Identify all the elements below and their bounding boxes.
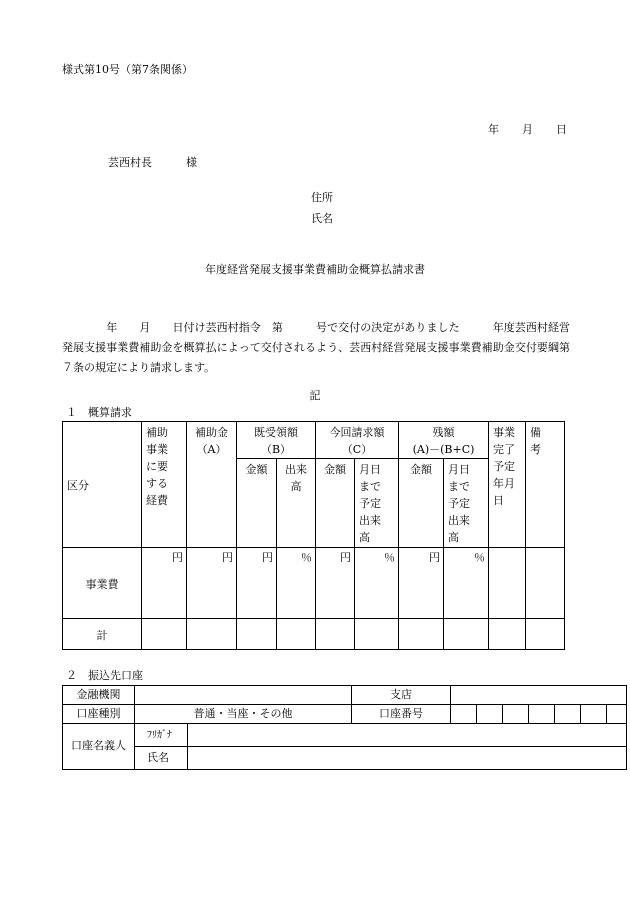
furigana-label: ﾌﾘｶﾞﾅ (135, 724, 188, 747)
current-planned-progress-header: 月日 まで 予定 出来 高 (355, 459, 399, 548)
table-row (63, 548, 565, 619)
furigana-input[interactable] (188, 724, 627, 747)
total-subsidy-cell[interactable] (187, 619, 237, 650)
date-year: 年 (488, 123, 499, 136)
bank-account-table (62, 685, 627, 770)
current-percent-unit[interactable]: ％ (355, 548, 399, 619)
ki-marker: 記 (309, 389, 321, 402)
header-cost: 補助 事業 に要 する 経費 (142, 422, 187, 548)
current-amount-header: 金額 (316, 459, 355, 548)
body-text: 年 月 日付け芸西村指令 第 号で交付の決定がありました 年度芸西村経営発展支援事業費補助金を概算払によって交付されるよう、芸西村経営発展支援事業費補助金交付要綱第７条の規定により請求します。 (62, 321, 571, 374)
header-remarks: 備 考 (526, 422, 565, 548)
applicant-name-label: 氏名 (311, 212, 333, 225)
total-received-amount-cell[interactable] (237, 619, 277, 650)
estimate-request-table (62, 421, 565, 650)
remarks-cell[interactable] (526, 548, 565, 619)
holder-name-input[interactable] (188, 747, 627, 770)
remaining-yen-unit[interactable]: 円 (399, 548, 444, 619)
row-label-total: 計 (63, 619, 142, 650)
addressee-honorific: 様 (186, 156, 197, 169)
total-cost-cell[interactable] (142, 619, 187, 650)
document-title: 年度経営発展支援事業費補助金概算払請求書 (205, 263, 425, 276)
total-received-progress-cell[interactable] (277, 619, 316, 650)
received-progress-header: 出来 高 (277, 459, 316, 548)
total-completion-cell[interactable] (489, 619, 526, 650)
header-current: 今回請求額 （C） (316, 422, 399, 459)
date-day: 日 (556, 123, 567, 136)
bank-input[interactable] (135, 686, 352, 705)
body-indent (62, 321, 106, 334)
account-digit-box[interactable] (503, 705, 529, 724)
received-amount-header: 金額 (237, 459, 277, 548)
branch-label: 支店 (352, 686, 451, 705)
remaining-amount-header: 金額 (399, 459, 444, 548)
account-digit-box[interactable] (451, 705, 477, 724)
total-remaining-amount-cell[interactable] (399, 619, 444, 650)
total-remaining-progress-cell[interactable] (444, 619, 489, 650)
row-label-project-cost: 事業費 (63, 548, 142, 619)
body-paragraph (62, 318, 570, 378)
received-percent-unit[interactable]: ％ (277, 548, 316, 619)
account-digit-box[interactable] (529, 705, 555, 724)
holder-label: 口座名義人 (63, 724, 135, 770)
account-digit-box[interactable] (607, 705, 627, 724)
applicant-address-label: 住所 (311, 191, 333, 204)
account-number-label: 口座番号 (352, 705, 451, 724)
table-row (63, 619, 565, 650)
account-type-options[interactable]: 普通・当座・その他 (135, 705, 352, 724)
bank-label: 金融機関 (63, 686, 135, 705)
remaining-planned-progress-header: 月日 まで 予定 出来 高 (444, 459, 489, 548)
completion-date-cell[interactable] (489, 548, 526, 619)
section2-heading: ２ 振込先口座 (66, 669, 143, 682)
header-remaining: 残額 (A)－(B+C) (399, 422, 489, 459)
account-digit-box[interactable] (555, 705, 581, 724)
account-digit-box[interactable] (581, 705, 607, 724)
form-number: 様式第10号（第7条関係） (62, 63, 193, 76)
header-received: 既受領額 （B） (237, 422, 316, 459)
section1-heading: １ 概算請求 (66, 406, 132, 419)
addressee-name: 芸西村長 (108, 156, 152, 169)
total-current-progress-cell[interactable] (355, 619, 399, 650)
subsidy-yen-unit[interactable]: 円 (187, 548, 237, 619)
current-yen-unit[interactable]: 円 (316, 548, 355, 619)
header-kubun: 区分 (63, 422, 142, 548)
cost-yen-unit[interactable]: 円 (142, 548, 187, 619)
holder-name-label: 氏名 (135, 747, 188, 770)
header-subsidy: 補助金 （A） (187, 422, 237, 548)
received-yen-unit[interactable]: 円 (237, 548, 277, 619)
branch-input[interactable] (451, 686, 627, 705)
remaining-percent-unit[interactable]: ％ (444, 548, 489, 619)
account-type-label: 口座種別 (63, 705, 135, 724)
header-completion: 事業 完了 予定 年月 日 (489, 422, 526, 548)
total-remarks-cell[interactable] (526, 619, 565, 650)
account-digit-box[interactable] (477, 705, 503, 724)
date-month: 月 (522, 123, 533, 136)
total-current-amount-cell[interactable] (316, 619, 355, 650)
